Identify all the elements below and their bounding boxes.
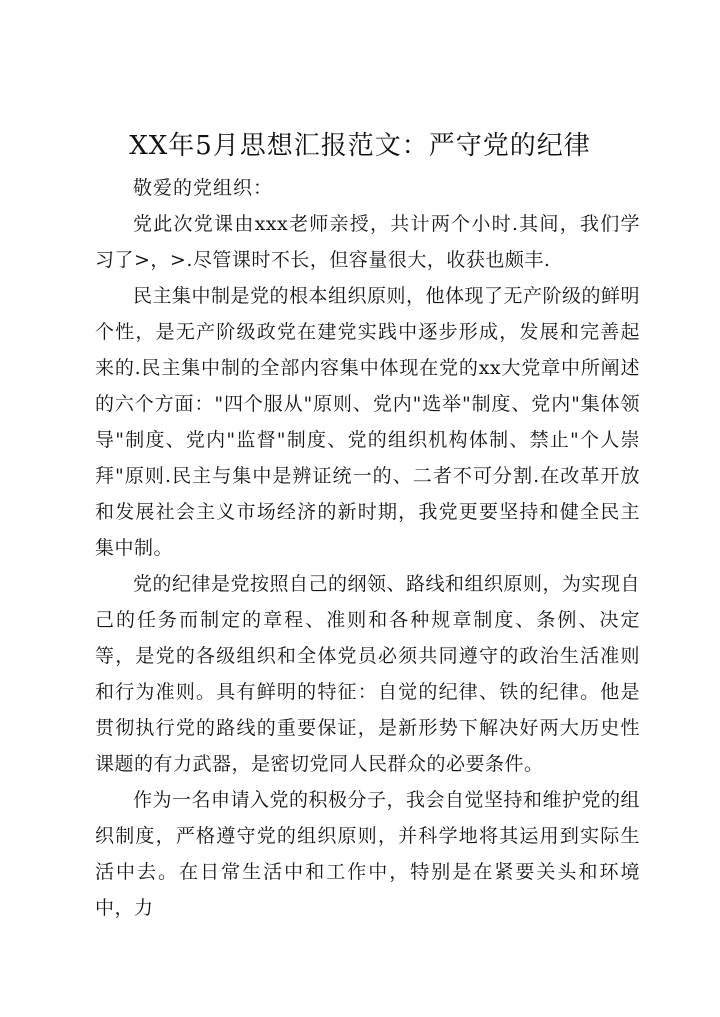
- paragraph: 党的纪律是党按照自己的纲领、路线和组织原则，为实现自己的任务而制定的章程、准则和各种规章制度、条例、决定等，是党的各级组织和全体党员必须共同遵守的政治生活准则和行为准则。具有鲜明的特征：自觉的纪律、铁的纪律。他是贯彻执行党的路线的重要保证，是新形势下解决好两大历史性课题的有力武器，是密切党同人民群众的必要条件。: [95, 573, 641, 775]
- paragraph: 民主集中制是党的根本组织原则，他体现了无产阶级的鲜明个性，是无产阶级政党在建党实践中逐步形成，发展和完善起来的.民主集中制的全部内容集中体现在党的xx大党章中所阐述的六个方面："四个服从"原则、党内"选举"制度、党内"集体领导"制度、党内"监督"制度、党的组织机构体制、禁止"个人崇拜"原则.民主与集中是辨证统一的、二者不可分割.在改革开放和发展社会主义市场经济的新时期，我党更要坚持和健全民主集中制。: [95, 285, 641, 559]
- document-body: [95, 170, 640, 926]
- paragraph: 党此次党课由xxx老师亲授，共计两个小时.其间，我们学习了>，>.尽管课时不长，但容量很大，收获也颇丰.: [95, 213, 640, 271]
- paragraph: 作为一名申请入党的积极分子，我会自觉坚持和维护党的组织制度，严格遵守党的组织原则，并科学地将其运用到实际生活中去。在日常生活中和工作中，特别是在紧要关头和环境中，力: [95, 789, 641, 919]
- salutation: 敬爱的党组织：: [133, 177, 274, 199]
- document-title: XX年5月思想汇报范文：严守党的纪律: [129, 131, 591, 161]
